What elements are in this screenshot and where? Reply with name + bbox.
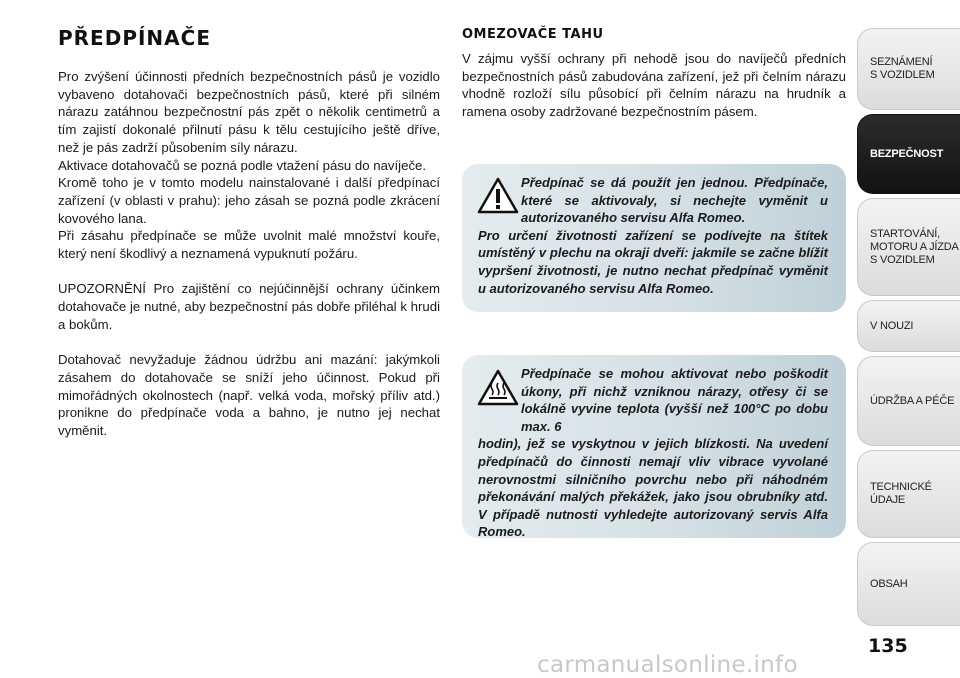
tab-label: V NOUZI (870, 319, 914, 332)
warning-rest: Pro určení životnosti zařízení se podívejte na štítek umístěný v plechu na okraji dveří: jakmile se začne blížit vypršení životnosti, je nutno nechat předpínač vyměnit u autorizovaného servisu Alfa Romeo. (478, 227, 828, 296)
warning-lead: Předpínače se mohou aktivovat nebo poškodit úkony, při nichž vzniknou nárazy, otřesy či se lokálně vyvine teplota (vyšší než 100°C po dobu max. 6 (521, 366, 828, 434)
left-column (58, 68, 440, 440)
warning-box (462, 164, 846, 312)
tab-startovani-motoru-a-jizda[interactable] (857, 198, 960, 296)
tab-label: SEZNÁMENÍ S VOZIDLEM (870, 56, 935, 81)
warning-lead: Předpínač se dá použít jen jednou. Předpínače, které se aktivovaly, si nechejte vyměnit u autorizovaného servisu Alfa Romeo. (521, 175, 828, 226)
tab-udrzba-a-pece[interactable] (857, 356, 960, 446)
warning-text (478, 174, 828, 297)
right-intro-paragraph: V zájmu vyšší ochrany při nehodě jsou do navíječů předních bezpečnostních pásů zabudována zařízení, jež při čelním nárazu vhodně rozloží sílu působící při čelním nárazu na hrudník a ramena osoby zadržované bezpečnostním pásem. (462, 51, 846, 120)
paragraph: Pro zvýšení účinnosti předních bezpečnostních pásů je vozidlo vybaveno dotahovači bezpečnostních pásů, které při silném nárazu zatáhnou bezpečnostní pás zpět o několik centimetrů a tím zajistí dokonalé přilnutí pásu k tělu cestujícího ještě dříve, než je pás zadrží působením síly nárazu. (58, 69, 440, 155)
tab-technicke-udaje[interactable] (857, 450, 960, 538)
paragraph: Kromě toho je v tomto modelu nainstalované i další předpínací zařízení (v oblasti v prahu): jeho zásah se pozná podle zkrácení kovového lana. (58, 175, 440, 226)
tab-label: TECHNICKÉ ÚDAJE (870, 481, 932, 506)
paragraph: Při zásahu předpínače se může uvolnit malé množství kouře, který není škodlivý a neznamená vypuknutí požáru. (58, 228, 440, 262)
tab-label: STARTOVÁNÍ, MOTORU A JÍZDA S VOZIDLEM (870, 227, 959, 266)
note-paragraph: UPOZORNĚNÍ Pro zajištění co nejúčinnější ochrany účinkem dotahovače je nutné, aby bezpečnostní pás dobře přiléhal k hrudi a bokům. (58, 281, 440, 332)
tab-label: ÚDRŽBA A PÉČE (870, 394, 955, 407)
tab-bezpecnost[interactable] (857, 114, 960, 194)
watermark: carmanualsonline.info (537, 652, 798, 678)
tab-label: BEZPEČNOST (870, 147, 944, 160)
subsection-title: OMEZOVAČE TAHU (462, 27, 604, 42)
spacer (58, 263, 440, 281)
tab-seznameni-s-vozidlem[interactable] (857, 28, 960, 110)
tab-v-nouzi[interactable] (857, 300, 960, 352)
warning-rest: hodin), jež se vyskytnou v jejich blízkosti. Na uvedení předpínačů do činnosti nemají vliv vibrace vyvolané nerovnostmi silničního povrchu nebo při náhodném překonávání malých překážek, jako jsou obrubníky atd. V případě nutnosti vyhledejte autorizovaný servis Alfa Romeo. (478, 436, 828, 540)
chapter-sidebar (857, 0, 960, 677)
tab-label: OBSAH (870, 577, 908, 590)
paragraph: Aktivace dotahovačů se pozná podle vtažení pásu do navíječe. (58, 157, 427, 173)
spacer (58, 334, 440, 352)
warning-text (478, 365, 828, 541)
tab-obsah[interactable] (857, 542, 960, 626)
page-number: 135 (868, 635, 908, 657)
maintenance-paragraph: Dotahovač nevyžaduje žádnou údržbu ani mazání: jakýmkoli zásahem do dotahovače se sníží jeho účinnost. Pokud při mimořádných okolnostech (např. velká voda, mořský příliv atd.) pronikne do předpínače voda a bahno, je nutno jej nechat vyměnit. (58, 352, 440, 439)
warning-box (462, 355, 846, 538)
section-title: PŘEDPÍNAČE (58, 26, 211, 50)
